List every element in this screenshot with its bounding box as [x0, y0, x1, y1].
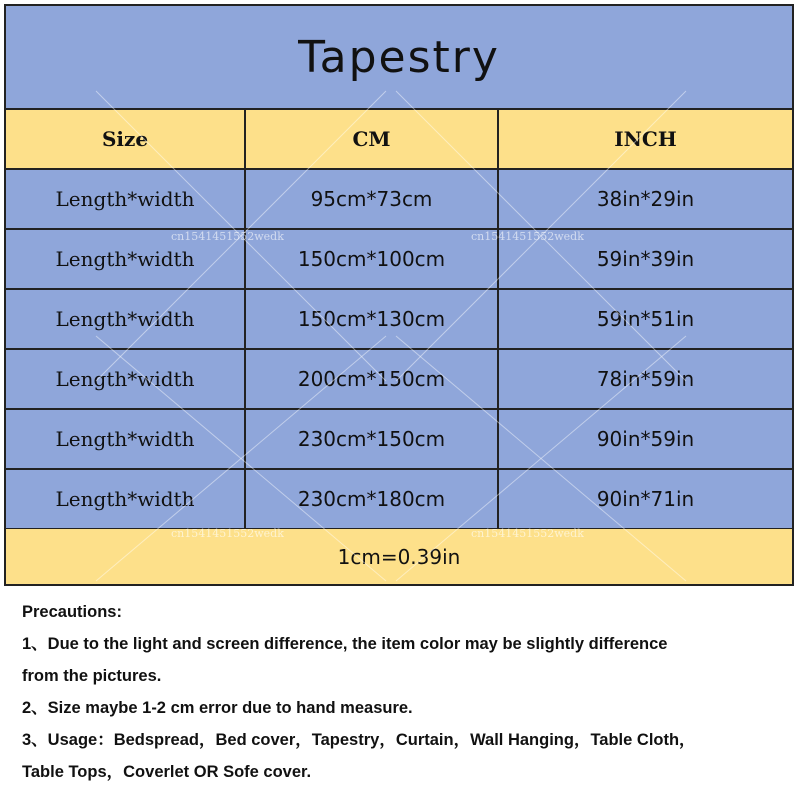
row-inch: 90in*71in — [596, 487, 695, 511]
row-label: Length*width — [6, 350, 246, 408]
header-cm: CM — [246, 110, 499, 168]
row-cm: 95cm*73cm — [246, 170, 499, 228]
watermark-text: cn1541451552wedk — [171, 230, 284, 243]
row-label: Length*width — [6, 170, 246, 228]
row-label: Length*width — [6, 410, 246, 468]
row-cm: 200cm*150cm — [246, 350, 499, 408]
conversion-text: 1cm=0.39in — [337, 544, 461, 569]
row-inch: 59in*39in — [596, 247, 695, 271]
header-size: Size — [6, 110, 246, 168]
watermark-text: cn1541451552wedk — [471, 230, 584, 243]
row-cm: 150cm*130cm — [246, 290, 499, 348]
table-row — [6, 470, 792, 530]
row-cm: 230cm*180cm — [246, 470, 499, 528]
precautions-section — [22, 596, 792, 788]
precaution-line: Table Tops，Coverlet OR Sofe cover. — [22, 763, 312, 781]
watermark-text: cn1541451552wedk — [471, 527, 584, 540]
row-label: Length*width — [6, 290, 246, 348]
header-row — [6, 110, 792, 170]
table-row — [6, 170, 792, 230]
precaution-line: 3、Usage：Bedspread，Bed cover，Tapestry，Curtain，Wall Hanging，Table Cloth， — [22, 731, 696, 749]
precaution-line: 1、Due to the light and screen difference, the item color may be slightly difference — [22, 635, 668, 653]
conversion-row — [6, 529, 792, 584]
row-label: Length*width — [6, 230, 246, 288]
table-row — [6, 410, 792, 470]
header-inch: INCH — [614, 127, 677, 151]
size-chart — [4, 4, 794, 586]
chart-title: Tapestry — [298, 31, 500, 83]
row-inch: 78in*59in — [596, 367, 695, 391]
row-label: Length*width — [6, 470, 246, 528]
row-inch: 38in*29in — [596, 187, 695, 211]
table-row — [6, 290, 792, 350]
title-row — [6, 6, 792, 110]
row-inch: 90in*59in — [596, 427, 695, 451]
table-row — [6, 350, 792, 410]
watermark-text: cn1541451552wedk — [171, 527, 284, 540]
precaution-line: 2、Size maybe 1-2 cm error due to hand measure. — [22, 699, 413, 717]
row-cm: 150cm*100cm — [246, 230, 499, 288]
precaution-line: from the pictures. — [22, 667, 162, 685]
table-row — [6, 230, 792, 290]
row-inch: 59in*51in — [596, 307, 695, 331]
row-cm: 230cm*150cm — [246, 410, 499, 468]
precautions-heading: Precautions: — [22, 603, 122, 621]
